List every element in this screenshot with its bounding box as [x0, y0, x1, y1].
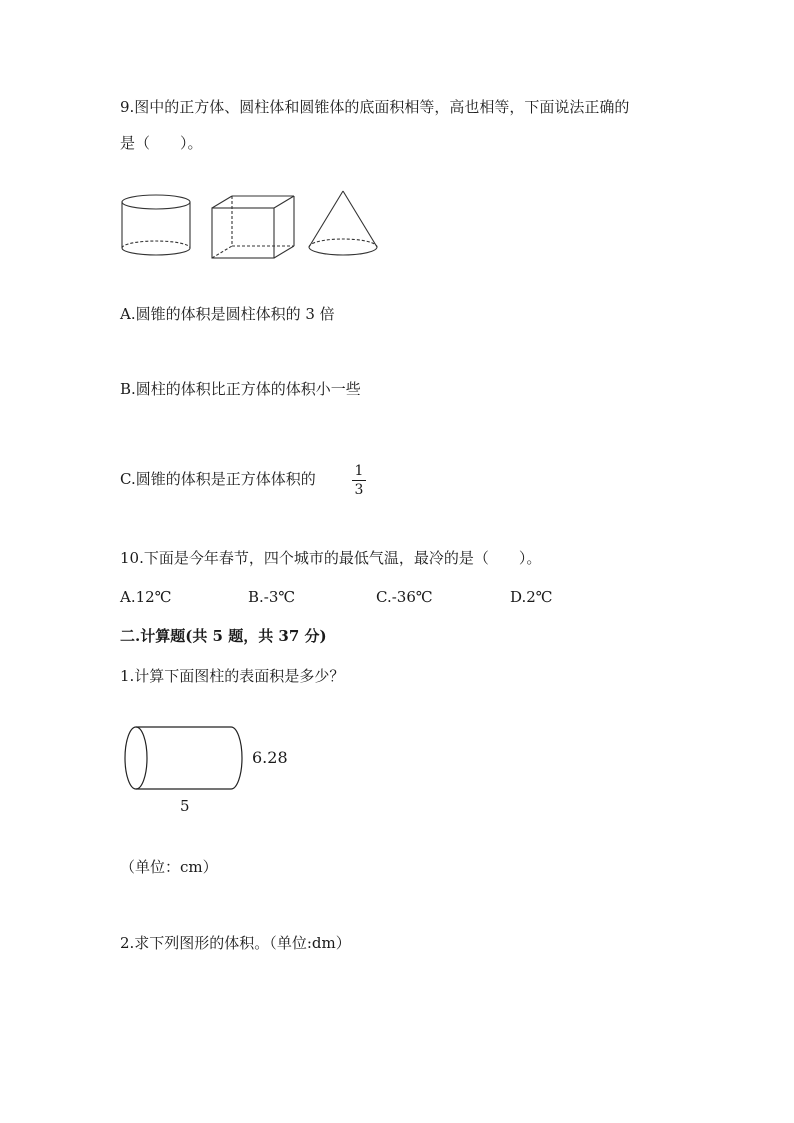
fraction-bar	[352, 480, 366, 481]
calc1-stem: 1.计算下面图柱的表面积是多少？	[120, 667, 345, 685]
cylinder-diameter-label: 6.28	[252, 748, 288, 767]
q9-stem-line1: 9.图中的正方体、圆柱体和圆锥体的底面积相等，高也相等，下面说法正确的	[120, 98, 630, 116]
q9-figures	[118, 188, 383, 263]
q10-stem: 10.下面是今年春节，四个城市的最低气温，最冷的是（ ）。	[120, 549, 542, 567]
q9-option-c: C.圆锥的体积是正方体体积的	[120, 470, 316, 488]
section-heading: 二.计算题(共 5 题，共 37 分)	[120, 627, 327, 645]
q10-option-d: D.2℃	[510, 588, 553, 606]
cube-figure	[212, 196, 294, 258]
q9-option-b: B.圆柱的体积比正方体的体积小一些	[120, 380, 361, 398]
fraction-denominator: 3	[354, 482, 364, 498]
q9-option-a: A.圆锥的体积是圆柱体积的 3 倍	[120, 305, 335, 323]
fraction-numerator: 1	[354, 463, 364, 479]
calc2-stem: 2.求下列图形的体积。（单位:dm）	[120, 934, 351, 952]
q10-option-a: A.12℃	[120, 588, 172, 606]
cylinder-figure	[122, 195, 190, 255]
cylinder-length-label: 5	[180, 797, 190, 815]
calc1-unit-note: （单位：cm）	[120, 858, 218, 876]
horizontal-cylinder-figure	[122, 724, 257, 794]
q9-stem-line2: 是（ ）。	[120, 134, 203, 152]
q9-option-c-fraction	[351, 463, 367, 498]
q10-option-b: B.-3℃	[248, 588, 296, 606]
cone-figure	[309, 191, 377, 255]
q10-option-c: C.-36℃	[376, 588, 433, 606]
